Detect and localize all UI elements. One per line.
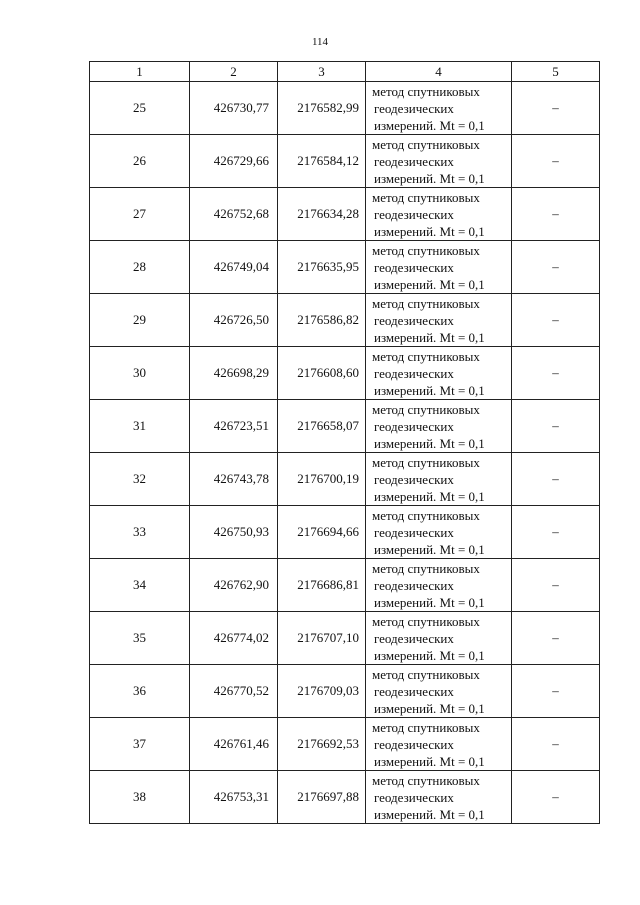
method-text-line: измерений. Mt = 0,1 — [374, 117, 485, 133]
point-number-cell: 30 — [90, 347, 190, 400]
x-coordinate-cell: 426743,78 — [190, 453, 278, 506]
method-cell — [366, 718, 512, 771]
point-number-cell: 32 — [90, 453, 190, 506]
point-number-cell: 34 — [90, 559, 190, 612]
method-text-line: геодезических — [374, 153, 454, 169]
note-cell: – — [512, 294, 600, 347]
method-cell — [366, 188, 512, 241]
table-row — [90, 559, 600, 612]
table-row — [90, 718, 600, 771]
note-cell: – — [512, 559, 600, 612]
x-coordinate-cell: 426730,77 — [190, 82, 278, 135]
table-row — [90, 294, 600, 347]
table-header-row — [90, 62, 600, 82]
point-number-cell: 26 — [90, 135, 190, 188]
table-row — [90, 241, 600, 294]
table-row — [90, 771, 600, 824]
table-row — [90, 135, 600, 188]
method-cell — [366, 135, 512, 188]
method-text-line: геодезических — [374, 577, 454, 593]
method-cell — [366, 665, 512, 718]
note-cell: – — [512, 347, 600, 400]
y-coordinate-cell: 2176697,88 — [278, 771, 366, 824]
note-cell: – — [512, 771, 600, 824]
y-coordinate-cell: 2176634,28 — [278, 188, 366, 241]
point-number-cell: 31 — [90, 400, 190, 453]
x-coordinate-cell: 426762,90 — [190, 559, 278, 612]
point-number-cell: 28 — [90, 241, 190, 294]
method-cell — [366, 347, 512, 400]
note-cell: – — [512, 135, 600, 188]
method-text-line: измерений. Mt = 0,1 — [374, 753, 485, 769]
note-cell: – — [512, 718, 600, 771]
method-cell — [366, 82, 512, 135]
y-coordinate-cell: 2176586,82 — [278, 294, 366, 347]
method-text-line: измерений. Mt = 0,1 — [374, 276, 485, 292]
method-cell — [366, 771, 512, 824]
method-text-line: измерений. Mt = 0,1 — [374, 806, 485, 822]
y-coordinate-cell: 2176709,03 — [278, 665, 366, 718]
method-text-line: метод спутниковых — [372, 719, 480, 735]
method-text-line: геодезических — [374, 100, 454, 116]
column-header: 5 — [512, 62, 600, 82]
method-text-line: метод спутниковых — [372, 348, 480, 364]
method-text-line: геодезических — [374, 418, 454, 434]
x-coordinate-cell: 426761,46 — [190, 718, 278, 771]
table-row — [90, 453, 600, 506]
note-cell: – — [512, 188, 600, 241]
point-number-cell: 29 — [90, 294, 190, 347]
y-coordinate-cell: 2176700,19 — [278, 453, 366, 506]
method-text-line: метод спутниковых — [372, 454, 480, 470]
method-text-line: геодезических — [374, 630, 454, 646]
method-text-line: геодезических — [374, 683, 454, 699]
method-cell — [366, 294, 512, 347]
y-coordinate-cell: 2176694,66 — [278, 506, 366, 559]
x-coordinate-cell: 426698,29 — [190, 347, 278, 400]
point-number-cell: 27 — [90, 188, 190, 241]
method-text-line: измерений. Mt = 0,1 — [374, 223, 485, 239]
method-text-line: измерений. Mt = 0,1 — [374, 541, 485, 557]
x-coordinate-cell: 426749,04 — [190, 241, 278, 294]
method-text-line: измерений. Mt = 0,1 — [374, 170, 485, 186]
method-text-line: метод спутниковых — [372, 242, 480, 258]
note-cell: – — [512, 241, 600, 294]
x-coordinate-cell: 426770,52 — [190, 665, 278, 718]
method-cell — [366, 453, 512, 506]
method-text-line: геодезических — [374, 789, 454, 805]
method-text-line: измерений. Mt = 0,1 — [374, 488, 485, 504]
y-coordinate-cell: 2176692,53 — [278, 718, 366, 771]
y-coordinate-cell: 2176635,95 — [278, 241, 366, 294]
method-text-line: измерений. Mt = 0,1 — [374, 329, 485, 345]
x-coordinate-cell: 426774,02 — [190, 612, 278, 665]
note-cell: – — [512, 400, 600, 453]
method-text-line: метод спутниковых — [372, 295, 480, 311]
method-cell — [366, 241, 512, 294]
point-number-cell: 36 — [90, 665, 190, 718]
method-text-line: геодезических — [374, 736, 454, 752]
method-text-line: геодезических — [374, 259, 454, 275]
method-text-line: метод спутниковых — [372, 507, 480, 523]
y-coordinate-cell: 2176582,99 — [278, 82, 366, 135]
method-text-line: геодезических — [374, 365, 454, 381]
column-header: 2 — [190, 62, 278, 82]
method-text-line: геодезических — [374, 312, 454, 328]
note-cell: – — [512, 506, 600, 559]
method-cell — [366, 400, 512, 453]
x-coordinate-cell: 426723,51 — [190, 400, 278, 453]
method-text-line: измерений. Mt = 0,1 — [374, 700, 485, 716]
table-row — [90, 188, 600, 241]
x-coordinate-cell: 426729,66 — [190, 135, 278, 188]
table-row — [90, 612, 600, 665]
point-number-cell: 33 — [90, 506, 190, 559]
y-coordinate-cell: 2176707,10 — [278, 612, 366, 665]
method-text-line: метод спутниковых — [372, 136, 480, 152]
y-coordinate-cell: 2176608,60 — [278, 347, 366, 400]
table-row — [90, 665, 600, 718]
note-cell: – — [512, 612, 600, 665]
table-row — [90, 506, 600, 559]
method-text-line: метод спутниковых — [372, 772, 480, 788]
note-cell: – — [512, 453, 600, 506]
point-number-cell: 38 — [90, 771, 190, 824]
table-row — [90, 347, 600, 400]
method-text-line: метод спутниковых — [372, 666, 480, 682]
method-cell — [366, 612, 512, 665]
table-row — [90, 82, 600, 135]
note-cell: – — [512, 82, 600, 135]
y-coordinate-cell: 2176584,12 — [278, 135, 366, 188]
method-text-line: геодезических — [374, 471, 454, 487]
page-number: 114 — [311, 36, 329, 48]
method-text-line: метод спутниковых — [372, 401, 480, 417]
x-coordinate-cell: 426750,93 — [190, 506, 278, 559]
method-text-line: метод спутниковых — [372, 613, 480, 629]
table-row — [90, 400, 600, 453]
column-header: 3 — [278, 62, 366, 82]
y-coordinate-cell: 2176686,81 — [278, 559, 366, 612]
x-coordinate-cell: 426752,68 — [190, 188, 278, 241]
x-coordinate-cell: 426753,31 — [190, 771, 278, 824]
coordinates-table — [89, 61, 600, 824]
method-text-line: геодезических — [374, 524, 454, 540]
method-text-line: геодезических — [374, 206, 454, 222]
method-text-line: метод спутниковых — [372, 83, 480, 99]
point-number-cell: 35 — [90, 612, 190, 665]
method-cell — [366, 559, 512, 612]
column-header: 4 — [366, 62, 512, 82]
method-text-line: измерений. Mt = 0,1 — [374, 382, 485, 398]
method-text-line: измерений. Mt = 0,1 — [374, 647, 485, 663]
point-number-cell: 25 — [90, 82, 190, 135]
method-cell — [366, 506, 512, 559]
point-number-cell: 37 — [90, 718, 190, 771]
method-text-line: измерений. Mt = 0,1 — [374, 594, 485, 610]
y-coordinate-cell: 2176658,07 — [278, 400, 366, 453]
method-text-line: измерений. Mt = 0,1 — [374, 435, 485, 451]
x-coordinate-cell: 426726,50 — [190, 294, 278, 347]
note-cell: – — [512, 665, 600, 718]
column-header: 1 — [90, 62, 190, 82]
method-text-line: метод спутниковых — [372, 189, 480, 205]
method-text-line: метод спутниковых — [372, 560, 480, 576]
